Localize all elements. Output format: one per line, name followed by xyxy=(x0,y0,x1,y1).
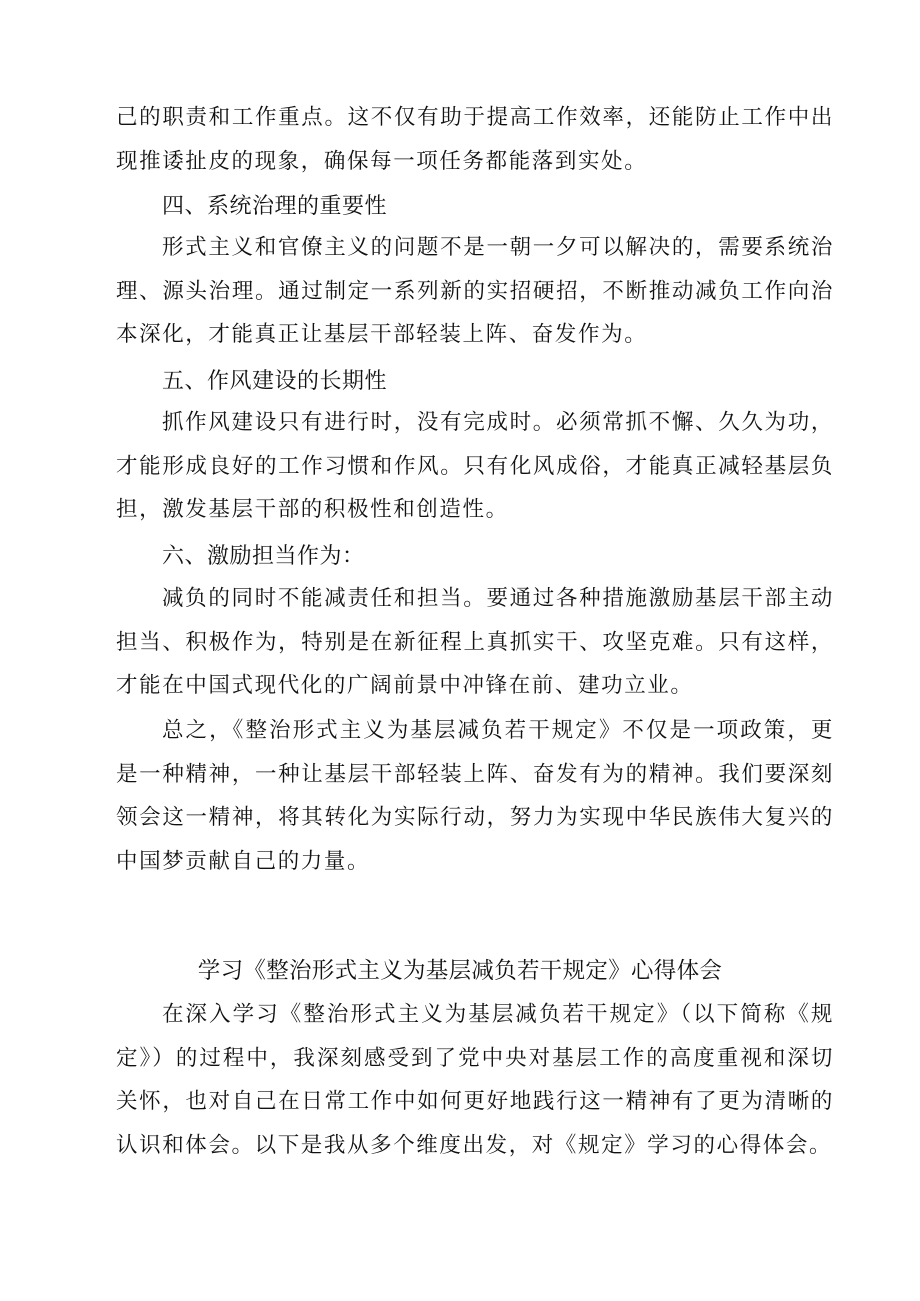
section-heading-5: 五、作风建设的长期性 xyxy=(162,369,388,394)
section-heading-4: 四、系统治理的重要性 xyxy=(162,194,388,219)
paragraph-intro: 在深入学习《整治形式主义为基层减负若干规定》（以下简称《规定》）的过程中，我深刻感受到了党中央对基层工作的高度重视和深切关怀，也对自己在日常工作中如何更好地践行这一精神有了更为清晰的认识和体会。以下是我从多个维度出发，对《规定》学习的心得体会。 xyxy=(116,1002,834,1158)
paragraph-section-6: 减负的同时不能减责任和担当。要通过各种措施激励基层干部主动担当、积极作为，特别是在新征程上真抓实干、攻坚克难。只有这样，才能在中国式现代化的广阔前景中冲锋在前、建功立业。 xyxy=(116,586,834,698)
paragraph-section-5: 抓作风建设只有进行时，没有完成时。必须常抓不懈、久久为功，才能形成良好的工作习惯和作风。只有化风成俗，才能真正减轻基层负担，激发基层干部的积极性和创造性。 xyxy=(116,410,834,522)
article-title: 学习《整治形式主义为基层减负若干规定》心得体会 xyxy=(197,958,723,984)
paragraph-summary: 总之，《整治形式主义为基层减负若干规定》不仅是一项政策，更是一种精神，一种让基层干部轻装上阵、奋发有为的精神。我们要深刻领会这一精神，将其转化为实际行动，努力为实现中华民族伟大复兴的中国梦贡献自己的力量。 xyxy=(116,718,834,874)
paragraph-continuation: 己的职责和工作重点。这不仅有助于提高工作效率，还能防止工作中出现推诿扯皮的现象，确保每一项任务都能落到实处。 xyxy=(116,105,834,174)
paragraph-section-4: 形式主义和官僚主义的问题不是一朝一夕可以解决的，需要系统治理、源头治理。通过制定一系列新的实招硬招，不断推动减负工作向治本深化，才能真正让基层干部轻装上阵、奋发作为。 xyxy=(116,235,834,347)
section-heading-6: 六、激励担当作为： xyxy=(162,544,365,569)
